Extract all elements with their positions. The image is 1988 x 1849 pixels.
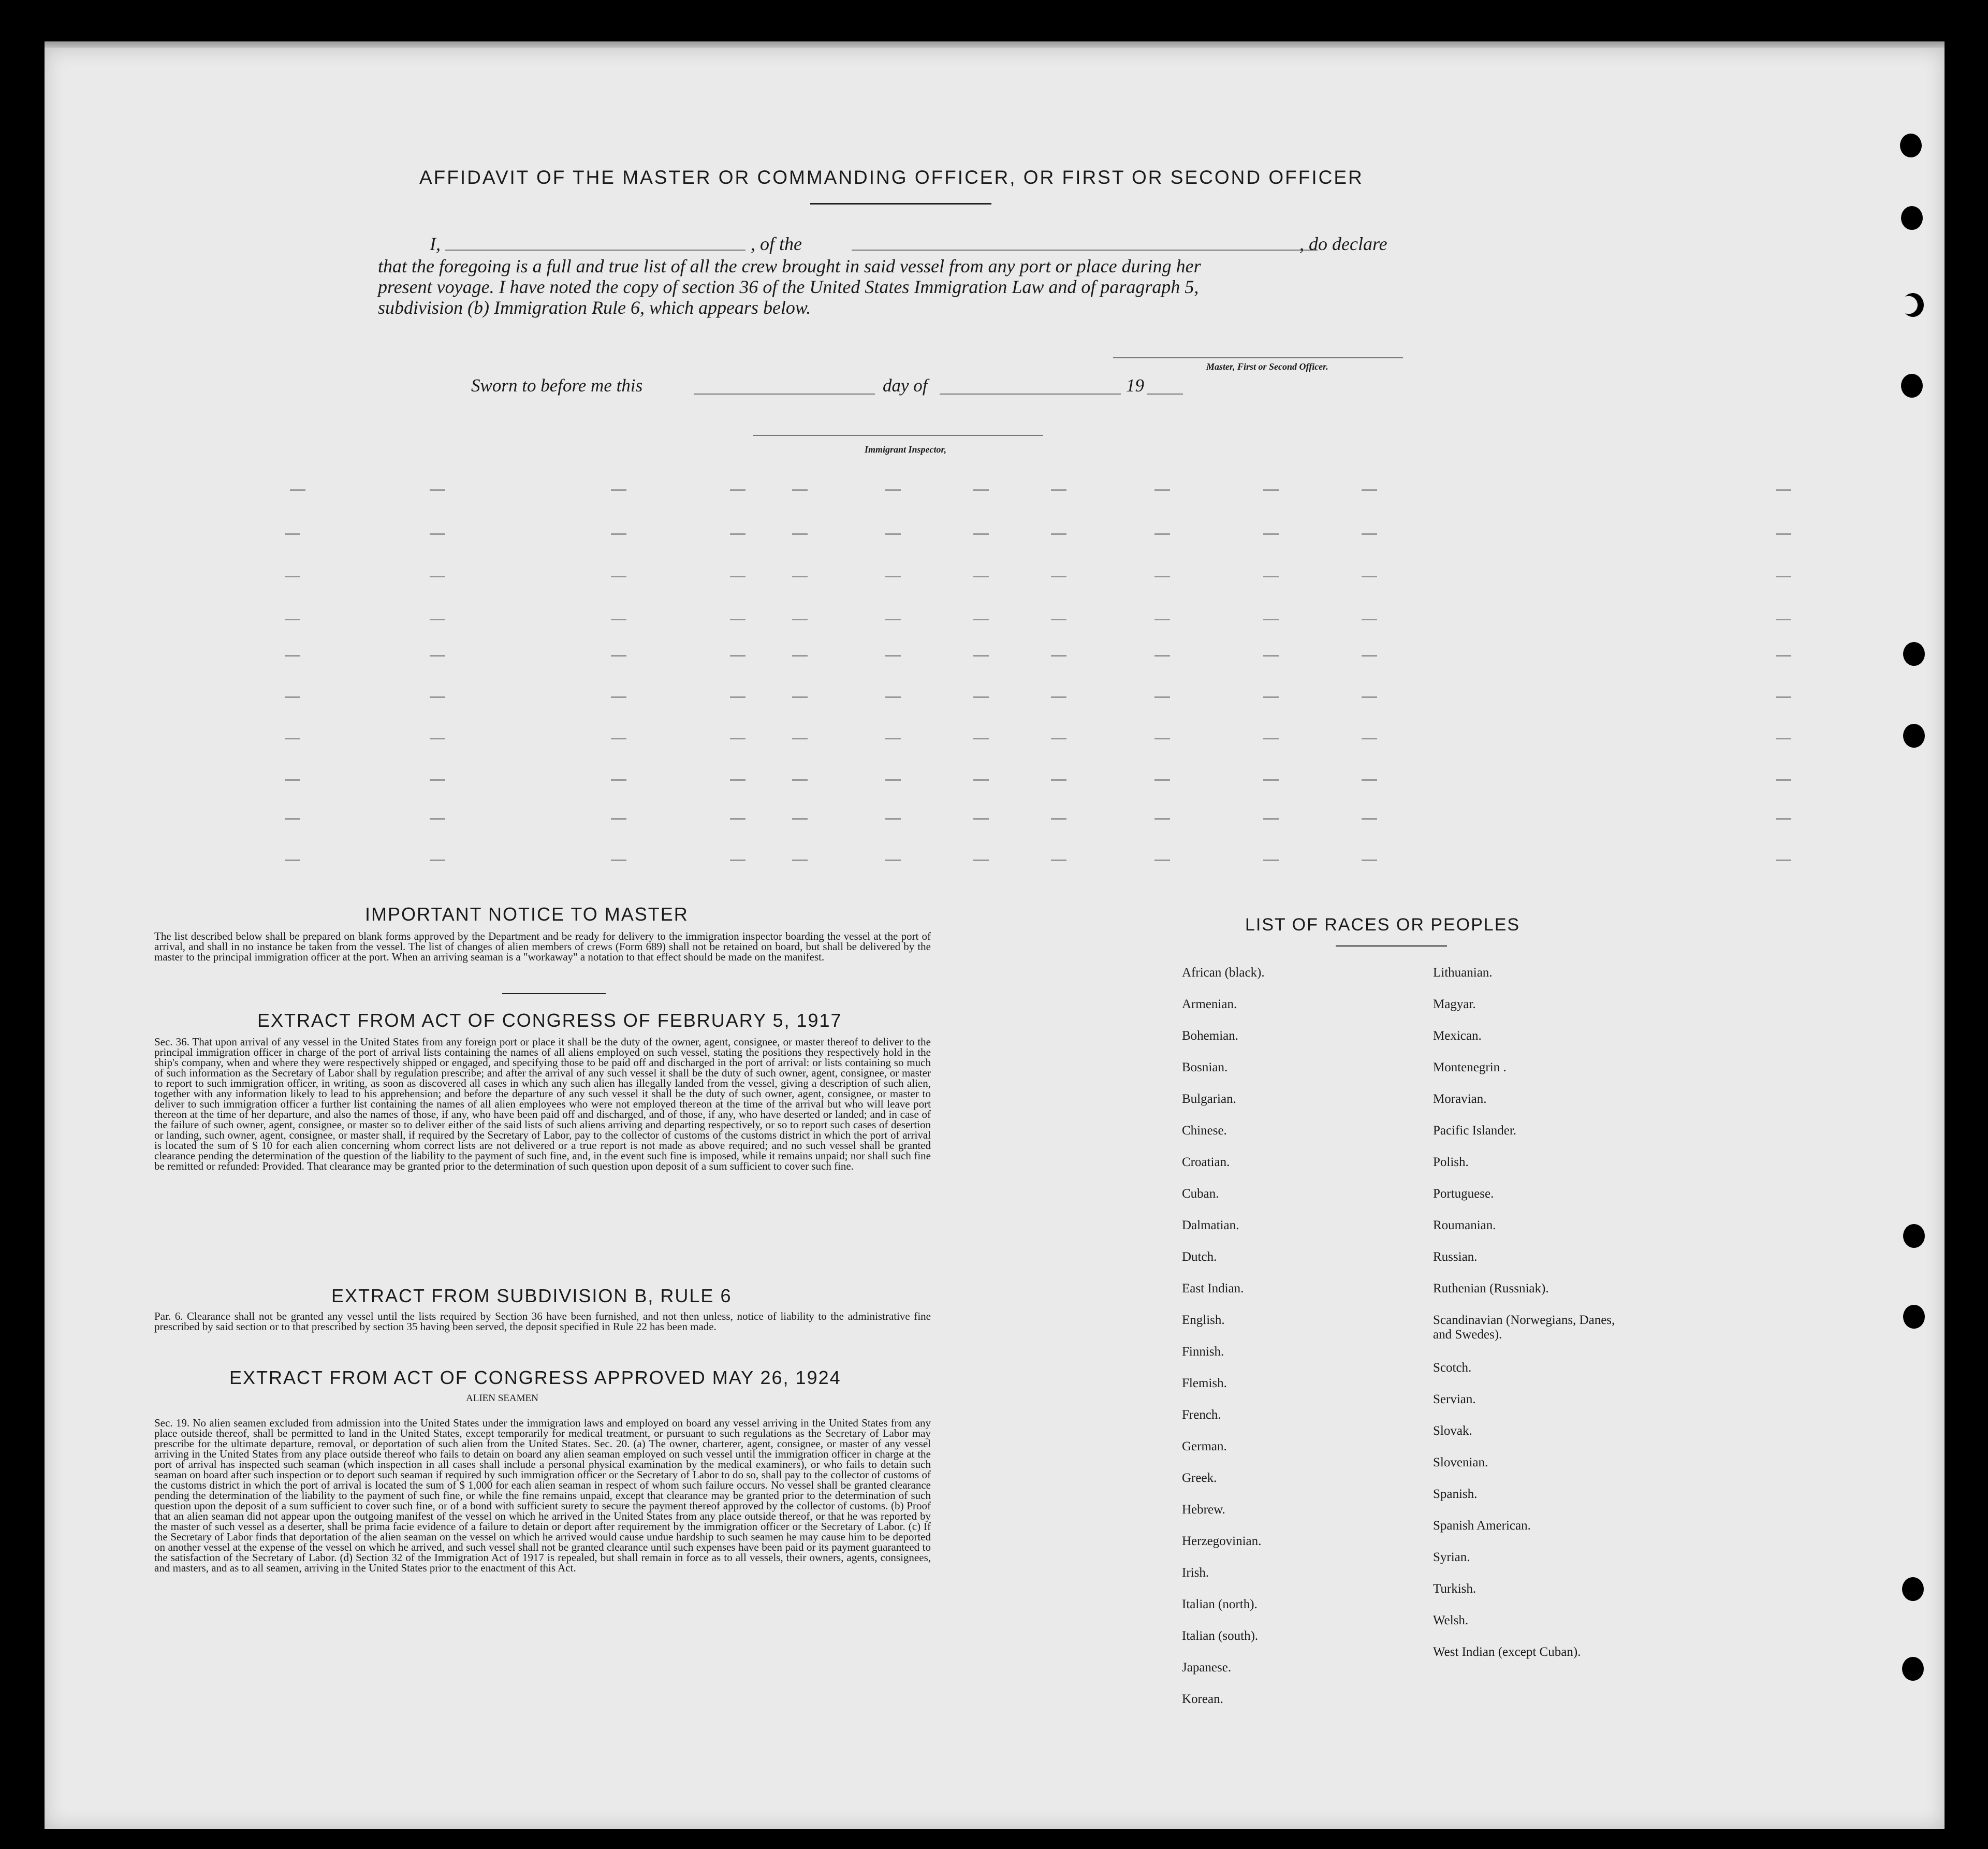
sworn-year-blank[interactable] xyxy=(1147,394,1183,395)
binder-hole-9 xyxy=(1902,1577,1924,1601)
master-signature-line[interactable] xyxy=(1113,357,1403,358)
extract-1924-subtitle: ALIEN SEAMEN xyxy=(466,1393,538,1404)
extract-1924-body: Sec. 19. No alien seamen excluded from admission into the United States under the immigration laws and employed on board any vessel arriving in the United States from any place outside thereof, shall be permitted to land in the United States, except temporarily for medical treatment, or pursuant to such regulations as the Secretary of Labor may prescribe for the ultimate departure, removal, or deportation of such alien from the United States. Sec. 20. (a) The owner, charterer, agent, consignee, or master of any vessel arriving in the United States from any place outside thereof who fails to detain on board any alien seaman employed on such vessel until the immigration officer in charge at the port of arrival has inspected such seaman (which inspection in all cases shall include a personal physical examination by the medical examiners), or who fails to detain such seaman on board after such inspection or to deport such seaman if required by such immigration officer or the Secretary of Labor to do so, shall pay to the collector of customs of the customs district in which the port of arrival is located the sum of $ 1,000 for each alien seaman in respect of whom such failure occurs. No vessel shall be granted clearance pending the determination of the liability to the payment of such fine, or while the fine remains unpaid, except that clearance may be granted prior to the determination of such question upon the deposit of a sum sufficient to cover such fine, or of a bond with sufficient surety to secure the payment thereof approved by the collector of customs. (b) Proof that an alien seaman did not appear upon the outgoing manifest of the vessel on which he arrived in the United States from any place outside thereof, or that he was reported by the master of such vessel as a deserter, shall be prima facie evidence of a failure to detain or deport after requirement by the immigration officer or the Secretary of Labor. (c) If the Secretary of Labor finds that deportation of the alien seaman on the vessel on which he arrived would cause undue hardship to such seamen he may cause him to be deported on another vessel at the expense of the vessel on which he arrived, and such vessel shall not be granted clearance until such expenses have been paid or its payment guaranteed to the satisfaction of the Secretary of Labor. (d) Section 32 of the Immigration Act of 1917 is repealed, but shall remain in force as to all vessels, their owners, agents, consignees, and masters, and as to all seamen, arriving in the United States prior to the enactment of this Act. xyxy=(154,1417,931,1574)
races-column-1 xyxy=(1182,966,1368,1724)
race-item: Scandinavian (Norwegians, Danes, and Swedes). xyxy=(1433,1313,1615,1342)
binder-hole-3 xyxy=(1902,293,1924,317)
binder-hole-5 xyxy=(1903,642,1925,666)
declaration-line-3: subdivision (b) Immigration Rule 6, which appears below. xyxy=(378,297,811,318)
race-item: Greek. xyxy=(1182,1471,1217,1485)
race-item: Magyar. xyxy=(1433,997,1476,1011)
title-underline xyxy=(810,203,991,205)
affidavit-title: AFFIDAVIT OF THE MASTER OR COMMANDING OFFICER, OR FIRST OR SECOND OFFICER xyxy=(419,167,1364,188)
year-prefix: 19 xyxy=(1126,375,1144,396)
binder-hole-1 xyxy=(1900,134,1922,157)
i-label: I, xyxy=(430,234,441,254)
notice-title: IMPORTANT NOTICE TO MASTER xyxy=(365,904,689,925)
race-item: Syrian. xyxy=(1433,1550,1470,1564)
race-item: Bohemian. xyxy=(1182,1029,1239,1043)
race-item: Croatian. xyxy=(1182,1155,1230,1169)
race-item: Dalmatian. xyxy=(1182,1218,1239,1232)
races-underline xyxy=(1336,945,1447,947)
vessel-blank[interactable] xyxy=(852,250,1318,251)
race-item: Cuban. xyxy=(1182,1187,1219,1201)
name-blank[interactable] xyxy=(445,250,746,251)
binder-hole-6 xyxy=(1903,724,1925,748)
sworn-month-blank[interactable] xyxy=(940,394,1121,395)
race-item: Welsh. xyxy=(1433,1613,1469,1627)
race-item: Pacific Islander. xyxy=(1433,1124,1517,1138)
extract-1917-body: Sec. 36. That upon arrival of any vessel in the United States from any foreign port or place it shall be the duty of the owner, agent, consignee, or master thereof to deliver to the principal immigration officer in charge of the port of arrival lists containing the names of all aliens employed on such vessel, stating the positions they respectively hold in the ship's company, when and where they were respectively shipped or engaged, and specifying those to be paid off and discharged in the port of arrival: or lists containing so much of such information as the Secretary of Labor shall by regulation prescribe; and after the arrival of any such vessel it shall be the duty of such owner, agent, consignee, or master to report to such immigration officer, in writing, as soon as discovered all cases in which any such alien has illegally landed from the vessel, giving a description of such alien, together with any information likely to lead to his apprehension; and before the departure of any such vessel it shall be the duty of such owner, agent, consignee, or master to deliver to such immigration officer a further list containing the names of all alien employees who were not employed thereon at the time of the arrival but who will leave port thereon at the time of her departure, and also the names of those, if any, who have been paid off and discharged, and of those, if any, who have deserted or landed; and in case of the failure of such owner, agent, consignee, or master so to deliver either of the said lists of such aliens arriving and departing respectively, or so to report such cases of desertion or landing, such owner, agent, consignee, or master shall, if required by the Secretary of Labor, pay to the collector of customs of the customs district in which the port of arrival is located the sum of $ 10 for each alien concerning whom correct lists are not delivered or a true report is not made as above required; and no such vessel shall be granted clearance pending the determination of the question of the liability to the payment of such fine, and, in the event such fine is imposed, while it remains unpaid; nor shall such fine be remitted or refunded: Provided. That clearance may be granted prior to the determination of such question upon deposit of a sum sufficient to cover such fine. xyxy=(154,1036,931,1172)
sworn-text: Sworn to before me this xyxy=(471,375,643,396)
race-item: Polish. xyxy=(1433,1155,1469,1169)
race-item: Servian. xyxy=(1433,1392,1476,1406)
race-item: Roumanian. xyxy=(1433,1218,1496,1232)
race-item: Moravian. xyxy=(1433,1092,1487,1106)
binder-hole-2 xyxy=(1901,206,1923,230)
extract-rule6-body: Par. 6. Clearance shall not be granted any vessel until the lists required by Section 36 have been furnished, and not then unless, notice of liability to the administrative fine prescribed by said section or to that prescribed by section 35 having been served, the deposit specified in Rule 22 has been made. xyxy=(154,1310,931,1333)
extract-1917-title: EXTRACT FROM ACT OF CONGRESS OF FEBRUARY 5, 1917 xyxy=(257,1010,842,1031)
extract-1924-title: EXTRACT FROM ACT OF CONGRESS APPROVED MAY 26, 1924 xyxy=(229,1367,841,1388)
race-item: Bulgarian. xyxy=(1182,1092,1236,1106)
binder-hole-7 xyxy=(1903,1224,1925,1248)
race-item: Hebrew. xyxy=(1182,1503,1225,1517)
race-item: Spanish American. xyxy=(1433,1519,1531,1533)
race-item: Italian (south). xyxy=(1182,1629,1259,1643)
race-item: Chinese. xyxy=(1182,1124,1227,1138)
binder-hole-8 xyxy=(1903,1305,1925,1329)
race-item: Slovenian. xyxy=(1433,1455,1488,1469)
master-signature-label: Master, First or Second Officer. xyxy=(1206,361,1328,372)
race-item: Russian. xyxy=(1433,1250,1478,1264)
race-item: Bosnian. xyxy=(1182,1060,1228,1074)
race-item: Mexican. xyxy=(1433,1029,1482,1043)
race-item: English. xyxy=(1182,1313,1225,1327)
notice-body: The list described below shall be prepared on blank forms approved by the Department and be ready for delivery to the immigration inspector boarding the vessel at the port of arrival, and shall in no instance be taken from the vessel. The list of changes of alien members of crews (Form 689) shall not be retained on board, but shall be delivered by the master to the principal immigration officer at the port. When an arriving seaman is a "workaway" a notation to that effect should be made on the manifest. xyxy=(154,930,931,963)
races-column-2 xyxy=(1433,966,1619,1693)
race-item: Finnish. xyxy=(1182,1345,1224,1359)
race-item: Slovak. xyxy=(1433,1424,1472,1438)
races-title: LIST OF RACES OR PEOPLES xyxy=(1245,915,1521,935)
race-item: Scotch. xyxy=(1433,1361,1472,1375)
of-the-label: , of the xyxy=(751,234,802,254)
do-declare-label: , do declare xyxy=(1299,234,1387,254)
race-item: Herzegovinian. xyxy=(1182,1534,1262,1548)
notice-divider xyxy=(502,993,606,994)
inspector-label: Immigrant Inspector, xyxy=(865,444,947,455)
race-item: Irish. xyxy=(1182,1566,1209,1580)
race-item: Montenegrin . xyxy=(1433,1060,1507,1074)
race-item: Dutch. xyxy=(1182,1250,1217,1264)
declaration-line-1: that the foregoing is a full and true list of all the crew brought in said vessel from any port or place during her xyxy=(378,256,1201,276)
race-item: Ruthenian (Russniak). xyxy=(1433,1282,1549,1295)
race-item: French. xyxy=(1182,1408,1221,1422)
race-item: Lithuanian. xyxy=(1433,966,1493,980)
sworn-day-blank[interactable] xyxy=(694,394,875,395)
race-item: Italian (north). xyxy=(1182,1597,1258,1611)
race-item: Flemish. xyxy=(1182,1376,1227,1390)
race-item: Japanese. xyxy=(1182,1661,1232,1675)
binder-hole-4 xyxy=(1901,374,1923,398)
race-item: West Indian (except Cuban). xyxy=(1433,1645,1581,1659)
race-item: German. xyxy=(1182,1439,1227,1453)
binder-hole-10 xyxy=(1902,1657,1924,1681)
race-item: East Indian. xyxy=(1182,1282,1244,1295)
race-item: African (black). xyxy=(1182,966,1265,980)
race-item: Korean. xyxy=(1182,1692,1223,1706)
race-item: Armenian. xyxy=(1182,997,1237,1011)
day-of-label: day of xyxy=(883,375,928,396)
declaration-first-line xyxy=(378,234,1406,255)
extract-rule6-title: EXTRACT FROM SUBDIVISION B, RULE 6 xyxy=(331,1285,732,1306)
race-item: Portuguese. xyxy=(1433,1187,1494,1201)
declaration-line-2: present voyage. I have noted the copy of section 36 of the United States Immigration Law and of paragraph 5, xyxy=(378,276,1199,297)
race-item: Turkish. xyxy=(1433,1582,1477,1596)
race-item: Spanish. xyxy=(1433,1487,1478,1501)
inspector-signature-line[interactable] xyxy=(753,435,1043,436)
